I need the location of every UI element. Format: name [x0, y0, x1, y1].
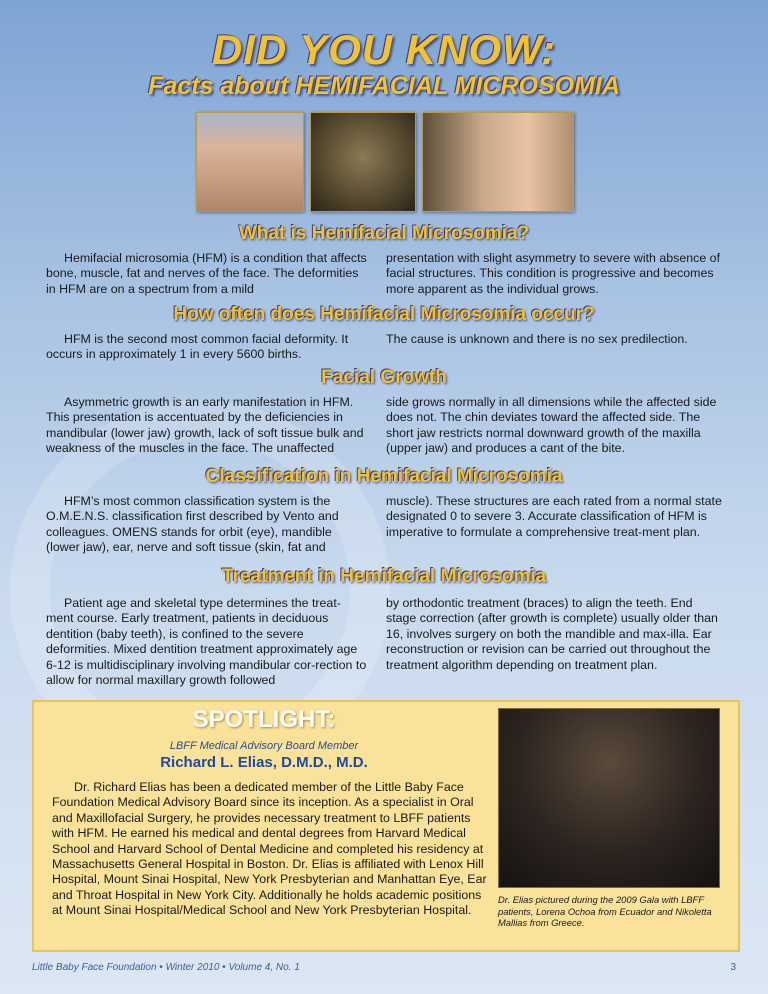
section-growth-right-text: side grows normally in all dimensions while the affected side does not. The chin deviates toward the affected side. The short jaw restricts normal downward growth of the maxilla (upper jaw) and produces a cant of the bite.: [386, 395, 717, 456]
patient-photo-3: [422, 112, 574, 212]
page-subtitle: Facts about HEMIFACIAL MICROSOMIA: [148, 72, 620, 100]
spotlight-name: Richard L. Elias, D.M.D., M.D.: [160, 754, 368, 771]
section-what-right-text: presentation with slight asymmetry to severe with absence of facial structures. This condition is progressive and becomes more apparent as the individual grows.: [386, 251, 721, 296]
page-title: DID YOU KNOW:: [211, 26, 557, 73]
section-heading-growth: Facial Growth: [321, 367, 447, 388]
section-heading-treatment: Treatment in Hemifacial Microsomia: [221, 566, 547, 587]
section-heading-often: How often does Hemifacial Microsomia occur?: [173, 304, 595, 325]
section-growth-left-text: Asymmetric growth is an early manifestation in HFM. This presentation is accentuated by the deficiencies in mandibular (lower jaw) growth, lack of soft tissue bulk and weakness of the muscles in the face. The unaffected: [46, 395, 364, 456]
spotlight-body: Dr. Richard Elias has been a dedicated member of the Little Baby Face Foundation Medical Advisory Board since its inception. As a specialist in Oral and Maxillofacial Surgery, he provides necessary treatment to LBFF patients with HFM. He earned his medical and dental degrees from Harvard Medical School and Harvard School of Dental Medicine and completed his residency at Massachusetts General Hospital in Boston. Dr. Elias is affiliated with Lenox Hill Hospital, Mount Sinai Hospital, New York Presbyterian and Manhattan Eye, Ear and Throat Hospital in New York City. Additionally he holds academic positions at Mount Sinai Hospital/Medical School and New York Presbyterian Hospital.: [52, 780, 487, 918]
section-often-right-text: The cause is unknown and there is no sex predilection.: [386, 332, 688, 346]
section-heading-what: What is Hemifacial Microsomia?: [238, 223, 530, 244]
spotlight-caption: Dr. Elias pictured during the 2009 Gala with LBFF patients, Lorena Ochoa from Ecuador and Nikoletta Mallias from Greece.: [498, 894, 712, 928]
section-classification-right-text: muscle). These structures are each rated from a normal state designated 0 to severe 3. Accurate classification of HFM is imperative to formulate a comprehensive treat-ment plan.: [386, 494, 722, 539]
spotlight-role: LBFF Medical Advisory Board Member: [169, 740, 359, 752]
section-treatment-right-text: by orthodontic treatment (braces) to align the teeth. End stage correction (after growth is complete) usually older than 16, involves surgery on both the mandible and max-illa. Ear reconstruction or revision can be carried out throughout the treatment algorithm depending on treatment plan.: [386, 596, 718, 672]
section-what-left-text: Hemifacial microsomia (HFM) is a condition that affects bone, muscle, fat and nerves of the face. The deformities in HFM are on a spectrum from a mild: [46, 251, 367, 296]
photo-strip: [196, 112, 572, 210]
spotlight-photo: [498, 708, 720, 888]
section-often-left-text: HFM is the second most common facial deformity. It occurs in approximately 1 in every 5600 births.: [46, 332, 349, 362]
patient-photo-1: [196, 112, 304, 212]
section-classification-left-text: HFM’s most common classification system is the O.M.E.N.S. classification first described by Vento and colleagues. OMENS stands for orbit (eye), mandible (lower jaw), ear, nerve and soft tissue (skin, fat and: [46, 494, 339, 555]
footer-publication: Little Baby Face Foundation • Winter 2010 • Volume 4, No. 1: [32, 962, 300, 973]
spotlight-title: SPOTLIGHT:: [192, 706, 336, 733]
section-treatment-left-text: Patient age and skeletal type determines the treat-ment course. Early treatment, patients in deciduous dentition (baby teeth), is confined to the severe deformities. Mixed dentition treatment approximately age 6-12 is multidisciplinary involving mandibular cor-rection to allow for normal maxillary growth followed: [46, 596, 367, 688]
spotlight-box: [32, 700, 740, 952]
page-number: 3: [730, 962, 736, 973]
section-heading-classification: Classification in Hemifacial Microsomia: [205, 466, 563, 487]
footer: [32, 962, 736, 973]
patient-photo-2: [310, 112, 416, 212]
